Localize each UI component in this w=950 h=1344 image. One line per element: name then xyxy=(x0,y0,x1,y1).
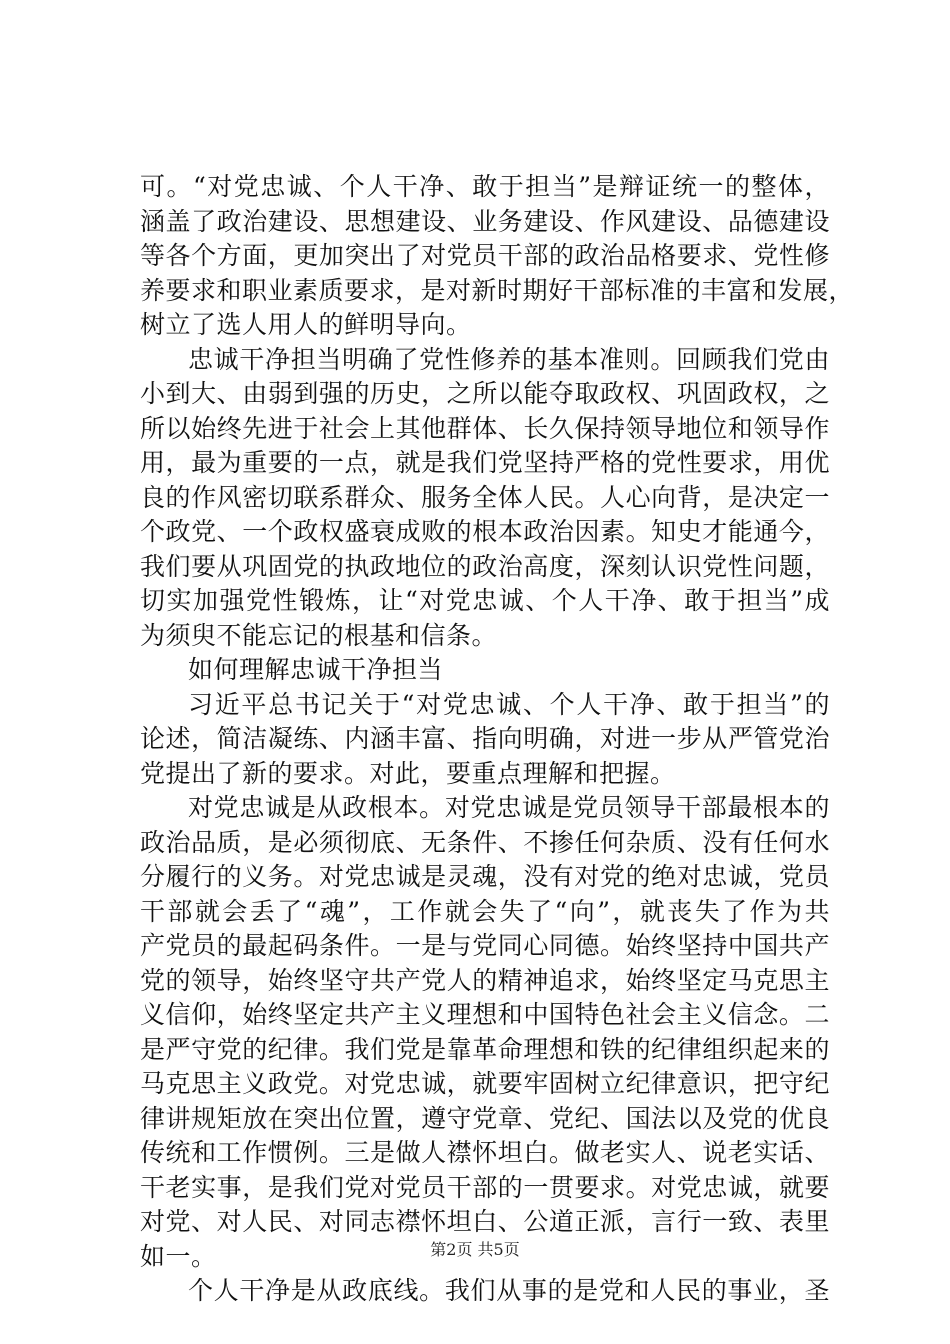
paragraph-first-line: 如何理解忠诚干净担当 xyxy=(188,655,444,684)
text-line: 良的作风密切联系群众、服务全体人民。人心向背，是决定一 xyxy=(140,482,830,512)
text-line: 论述，简洁凝练、内涵丰富、指向明确，对进一步从严管党治 xyxy=(140,724,830,753)
text-line: 是严守党的纪律。我们党是靠革命理想和铁的纪律组织起来的 xyxy=(140,1034,830,1064)
text-line: 马克思主义政党。对党忠诚，就要牢固树立纪律意识，把守纪 xyxy=(140,1069,830,1098)
text-line: 为须臾不能忘记的根基和信条。 xyxy=(140,620,498,650)
page-number-footer: 第2页 共5页 xyxy=(430,1240,520,1259)
text-line: 干部就会丢了“魂”，工作就会失了“向”，就丧失了作为共 xyxy=(140,896,830,926)
paragraph-first-line: 习近平总书记关于“对党忠诚、个人干净、敢于担当”的 xyxy=(188,689,830,719)
text-line: 所以始终先进于社会上其他群体、长久保持领导地位和领导作 xyxy=(140,413,830,443)
text-line: 如一。 xyxy=(140,1241,217,1271)
text-line: 等各个方面，更加突出了对党员干部的政治品格要求、党性修 xyxy=(140,241,830,270)
text-line: 产党员的最起码条件。一是与党同心同德。始终坚持中国共产 xyxy=(140,931,830,960)
text-line: 树立了选人用人的鲜明导向。 xyxy=(140,310,472,339)
text-line: 律讲规矩放在突出位置，遵守党章、党纪、国法以及党的优良 xyxy=(140,1103,830,1133)
text-line: 分履行的义务。对党忠诚是灵魂，没有对党的绝对忠诚，党员 xyxy=(140,862,830,891)
document-body xyxy=(140,170,855,1309)
text-line: 义信仰，始终坚定共产主义理想和中国特色社会主义信念。二 xyxy=(140,1000,830,1029)
text-line: 我们要从巩固党的执政地位的政治高度，深刻认识党性问题， xyxy=(140,551,830,581)
text-line: 对党、对人民、对同志襟怀坦白、公道正派，言行一致、表里 xyxy=(140,1207,830,1236)
text-line: 用，最为重要的一点，就是我们党坚持严格的党性要求，用优 xyxy=(140,448,830,477)
text-line: 养要求和职业素质要求，是对新时期好干部标准的丰富和发展， xyxy=(140,275,855,305)
text-line: 小到大、由弱到强的历史，之所以能夺取政权、巩固政权，之 xyxy=(140,379,830,408)
text-line: 党提出了新的要求。对此，要重点理解和把握。 xyxy=(140,758,676,788)
text-line: 切实加强党性锻炼，让“对党忠诚、个人干净、敢于担当”成 xyxy=(140,586,830,615)
paragraph-first-line: 忠诚干净担当明确了党性修养的基本准则。回顾我们党由 xyxy=(188,344,830,374)
paragraph-first-line: 对党忠诚是从政根本。对党忠诚是党员领导干部最根本的 xyxy=(188,793,830,822)
paragraph-first-line: 个人干净是从政底线。我们从事的是党和人民的事业，圣 xyxy=(188,1276,830,1305)
text-line: 可。“对党忠诚、个人干净、敢于担当”是辩证统一的整体， xyxy=(140,172,830,201)
text-line: 传统和工作惯例。三是做人襟怀坦白。做老实人、说老实话、 xyxy=(140,1138,830,1167)
text-line: 涵盖了政治建设、思想建设、业务建设、作风建设、品德建设 xyxy=(140,206,830,236)
text-line: 政治品质，是必须彻底、无条件、不掺任何杂质、没有任何水 xyxy=(140,827,830,857)
text-line: 个政党、一个政权盛衰成败的根本政治因素。知史才能通今， xyxy=(140,517,830,546)
text-line: 干老实事，是我们党对党员干部的一贯要求。对党忠诚，就要 xyxy=(140,1172,830,1202)
text-line: 党的领导，始终坚守共产党人的精神追求，始终坚定马克思主 xyxy=(140,965,830,995)
